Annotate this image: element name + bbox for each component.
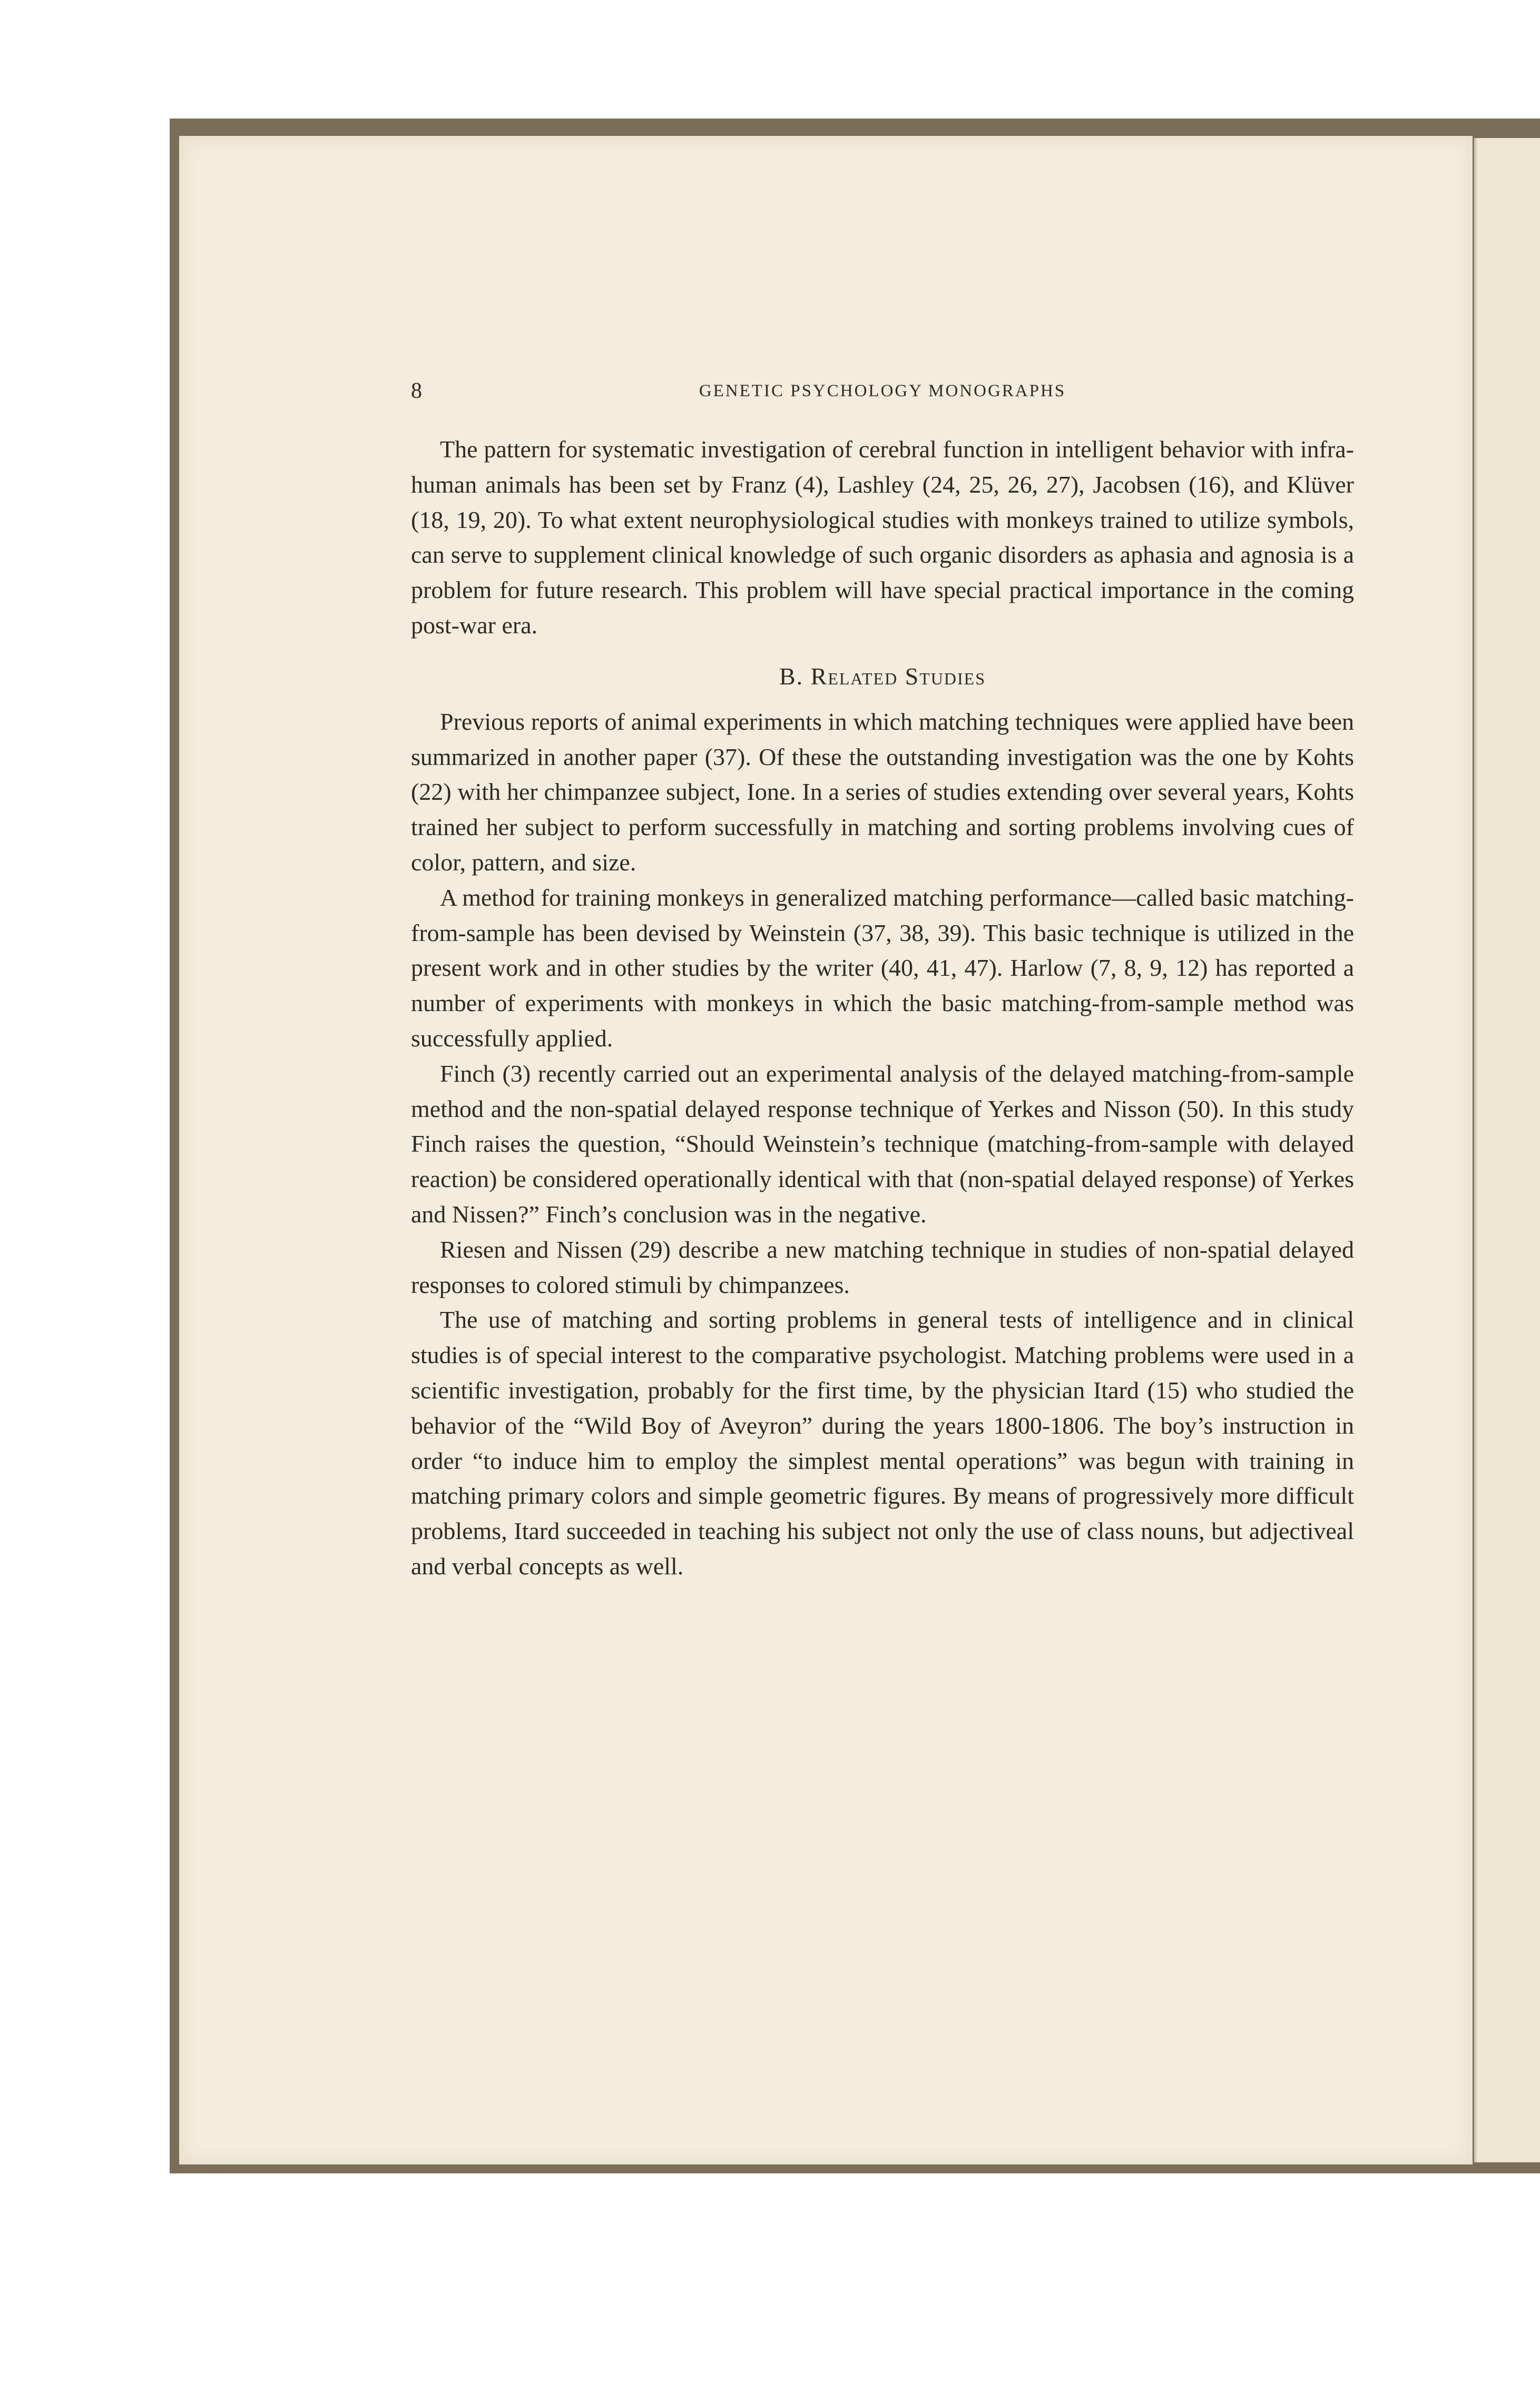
section-heading: B. Related Studies — [779, 662, 986, 690]
paragraph-4: Riesen and Nissen (29) describe a new matching technique in studies of non-spatial delayed responses to colored stimuli by chimpanzees. — [411, 1236, 1354, 1298]
adjacent-page-edge — [1474, 138, 1540, 2162]
paragraph-1: Previous reports of animal experiments in which matching techniques were applied have been summarized in another paper (37). Of these the outstanding investigation was the one by Kohts (22) with her chimpanzee subject, Ione. In a series of studies extending over several years, Kohts trained her subject to perform successfully in matching and sorting problems involving cues of color, pattern, and size. — [411, 708, 1354, 876]
page-header — [411, 375, 1354, 407]
body-text — [411, 432, 1354, 1584]
paragraph-intro-1: The pattern for systematic investigation of cerebral function in intelligent behavior with infra-human animals has been set by Franz (4), Lashley (24, 25, 26, 27), Jacobsen (16), and Klüver (18, 19, 20). To what extent neurophysiological studies with monkeys trained to utilize symbols, can serve to supplement clinical knowledge of such organic disorders as aphasia and agnosia is a problem for future research. This problem will have special practical importance in the coming post-war era. — [411, 436, 1354, 639]
paragraph-2: A method for training monkeys in generalized matching performance—called basic matching-from-sample has been devised by Weinstein (37, 38, 39). This basic technique is utilized in the present work and in other studies by the writer (40, 41, 47). Harlow (7, 8, 9, 12) has reported a number of experiments with monkeys in which the basic matching-from-sample method was successfully applied. — [411, 884, 1354, 1052]
running-head: GENETIC PSYCHOLOGY MONOGRAPHS — [699, 381, 1066, 400]
page-number: 8 — [411, 379, 422, 403]
paragraph-3: Finch (3) recently carried out an experimental analysis of the delayed matching-from-sample method and the non-spatial delayed response technique of Yerkes and Nisson (50). In this study Finch raises the question, “Should Weinstein’s technique (matching-from-sample with delayed reaction) be considered operationally identical with that (non-spatial delayed response) of Yerkes and Nissen?” Finch’s conclusion was in the negative. — [411, 1060, 1354, 1228]
paragraph-5: The use of matching and sorting problems in general tests of intelligence and in clinical studies is of special interest to the comparative psychologist. Matching problems were used in a scientific investigation, probably for the first time, by the physician Itard (15) who studied the behavior of the “Wild Boy of Aveyron” during the years 1800-1806. The boy’s instruction in order “to induce him to employ the simplest mental operations” was begun with training in matching primary colors and simple geometric figures. By means of progressively more difficult problems, Itard succeeded in teaching his subject not only the use of class nouns, but adjectiveal and verbal concepts as well. — [411, 1306, 1354, 1580]
